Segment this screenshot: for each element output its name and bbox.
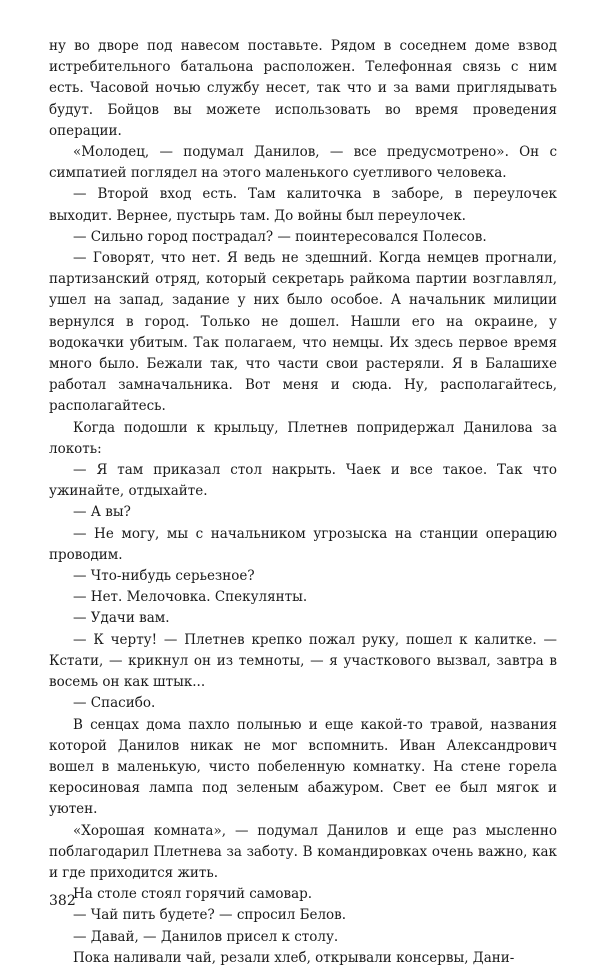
paragraph: В сенцах дома пахло полынью и еще какой-то травой, названия которой Данилов никак не мог вспомнить. Иван Александрович вошел в маленькую, чисто побеленную комнатку. На стене горела керосиновая лампа под зеленым абажуром. Свет ее был мягок и уютен. xyxy=(49,716,557,818)
paragraph: — Спасибо. xyxy=(73,695,156,712)
paragraph: — Я там приказал стол накрыть. Чаек и все такое. Так что ужинайте, отдыхайте. xyxy=(49,462,557,500)
paragraph-continuation: ну во дворе под навесом поставьте. Рядом в соседнем доме взвод истребительного батальона расположен. Телефонная связь с ним есть. Часовой ночью службу несет, так что и за вами приглядывать будут. Бойцов вы можете использовать во время проведения операции. xyxy=(49,38,557,139)
paragraph: — Давай, — Данилов присел к столу. xyxy=(73,928,339,945)
paragraph: — Нет. Мелочовка. Спекулянты. xyxy=(73,589,308,606)
book-page-text xyxy=(49,36,557,969)
paragraph: — Сильно город пострадал? — поинтересовался Полесов. xyxy=(73,228,487,245)
paragraph: — Второй вход есть. Там калиточка в заборе, в переулочек выходит. Вернее, пустырь там. До войны был переулочек. xyxy=(49,186,557,224)
paragraph: На столе стоял горячий самовар. xyxy=(73,886,313,903)
paragraph: Пока наливали чай, резали хлеб, открывали консервы, Дани- xyxy=(73,949,515,966)
paragraph: — Удачи вам. xyxy=(73,610,170,627)
paragraph: — А вы? xyxy=(73,504,131,521)
paragraph: — К черту! — Плетнев крепко пожал руку, пошел к калитке. — Кстати, — крикнул он из темноты, — я участкового вызвал, завтра в восемь он как штык... xyxy=(49,631,557,691)
paragraph: — Не могу, мы с начальником угрозыска на станции операцию проводим. xyxy=(49,525,557,563)
paragraph: Когда подошли к крыльцу, Плетнев попридержал Данилова за локоть: xyxy=(49,419,557,457)
paragraph: — Чай пить будете? — спросил Белов. xyxy=(73,907,347,924)
paragraph: — Что-нибудь серьезное? xyxy=(73,568,255,585)
page-number: 382 xyxy=(49,893,76,909)
paragraph: «Молодец, — подумал Данилов, — все предусмотрено». Он с симпатией поглядел на этого маленького суетливого человека. xyxy=(49,144,557,182)
paragraph: — Говорят, что нет. Я ведь не здешний. Когда немцев прогнали, партизанский отряд, который секретарь райкома партии возглавлял, ушел на запад, задание у них было особое. А начальник милиции вернулся в город. Только не дошел. Нашли его на окраине, у водокачки убитым. Так полагаем, что немцы. Их здесь первое время много было. Бежали так, что части свои растеряли. Я в Балашихе работал замначальника. Вот меня и сюда. Ну, располагайтесь, располагайтесь. xyxy=(49,250,557,415)
paragraph: «Хорошая комната», — подумал Данилов и еще раз мысленно поблагодарил Плетнева за заботу. В командировках очень важно, как и где приходится жить. xyxy=(49,822,557,881)
